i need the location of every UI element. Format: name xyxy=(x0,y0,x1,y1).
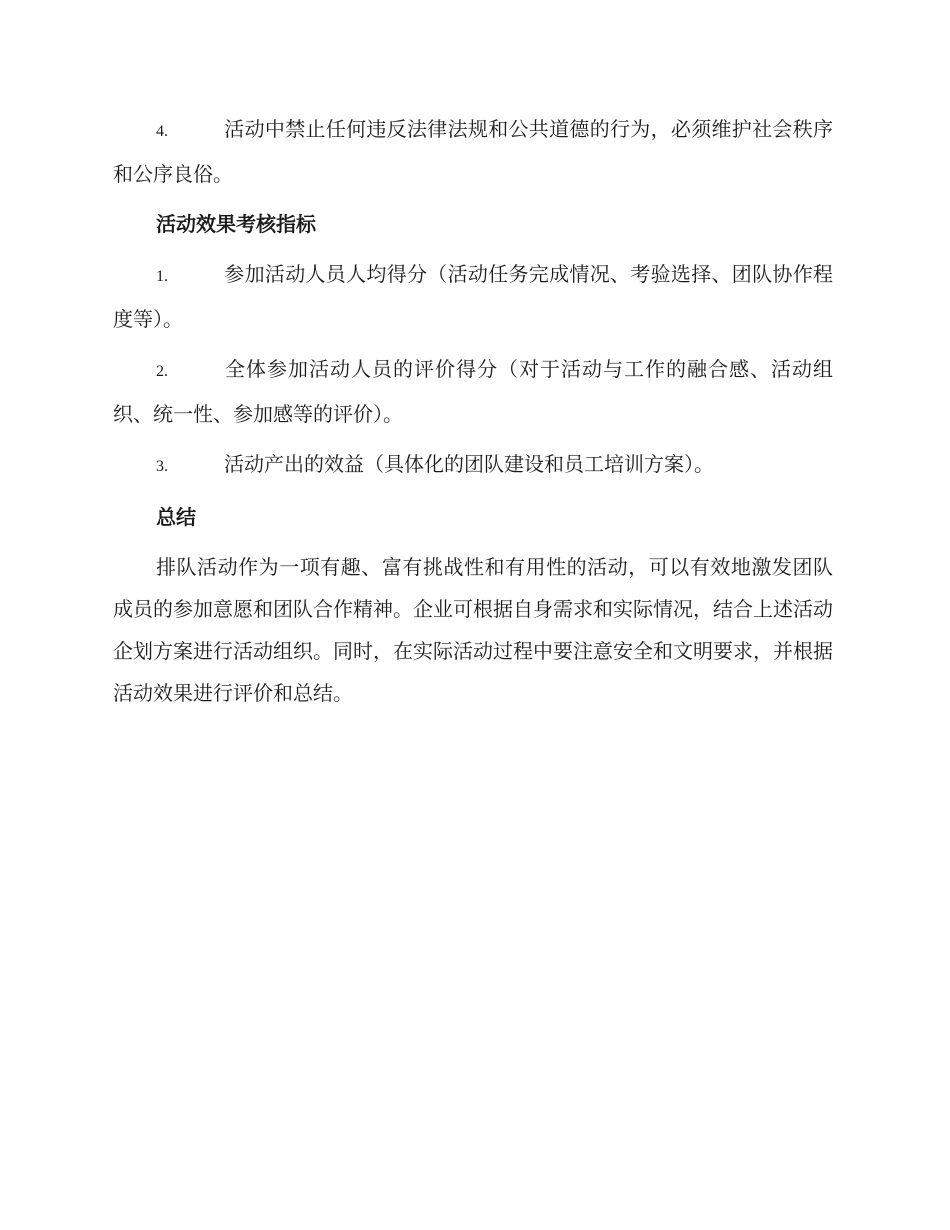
list-item-4 xyxy=(113,108,833,195)
list-item-text: 活动中禁止任何违反法律法规和公共道德的行为，必须维护社会秩序和公序良俗。 xyxy=(113,117,833,186)
summary-paragraph: 排队活动作为一项有趣、富有挑战性和有用性的活动，可以有效地激发团队成员的参加意愿和团队合作精神。企业可根据自身需求和实际情况，结合上述活动企划方案进行活动组织。同时，在实际活动过程中要注意安全和文明要求，并根据活动效果进行评价和总结。 xyxy=(113,555,833,705)
list-number: 2. xyxy=(156,363,168,380)
section-heading-summary: 总结 xyxy=(156,505,196,529)
list-item-text: 全体参加活动人员的评价得分（对于活动与工作的融合感、活动组织、统一性、参加感等的评价）。 xyxy=(113,357,833,426)
list-item-3 xyxy=(113,443,833,488)
list-number: 1. xyxy=(156,268,168,285)
list-item-2 xyxy=(113,348,833,435)
list-number: 4. xyxy=(156,123,168,140)
list-number: 3. xyxy=(156,458,168,475)
list-item-1 xyxy=(113,253,833,340)
section-heading-evaluation: 活动效果考核指标 xyxy=(156,212,316,236)
list-item-text: 活动产出的效益（具体化的团队建设和员工培训方案）。 xyxy=(224,452,714,476)
document-body xyxy=(113,108,833,714)
list-item-text: 参加活动人员人均得分（活动任务完成情况、考验选择、团队协作程度等）。 xyxy=(113,262,833,331)
